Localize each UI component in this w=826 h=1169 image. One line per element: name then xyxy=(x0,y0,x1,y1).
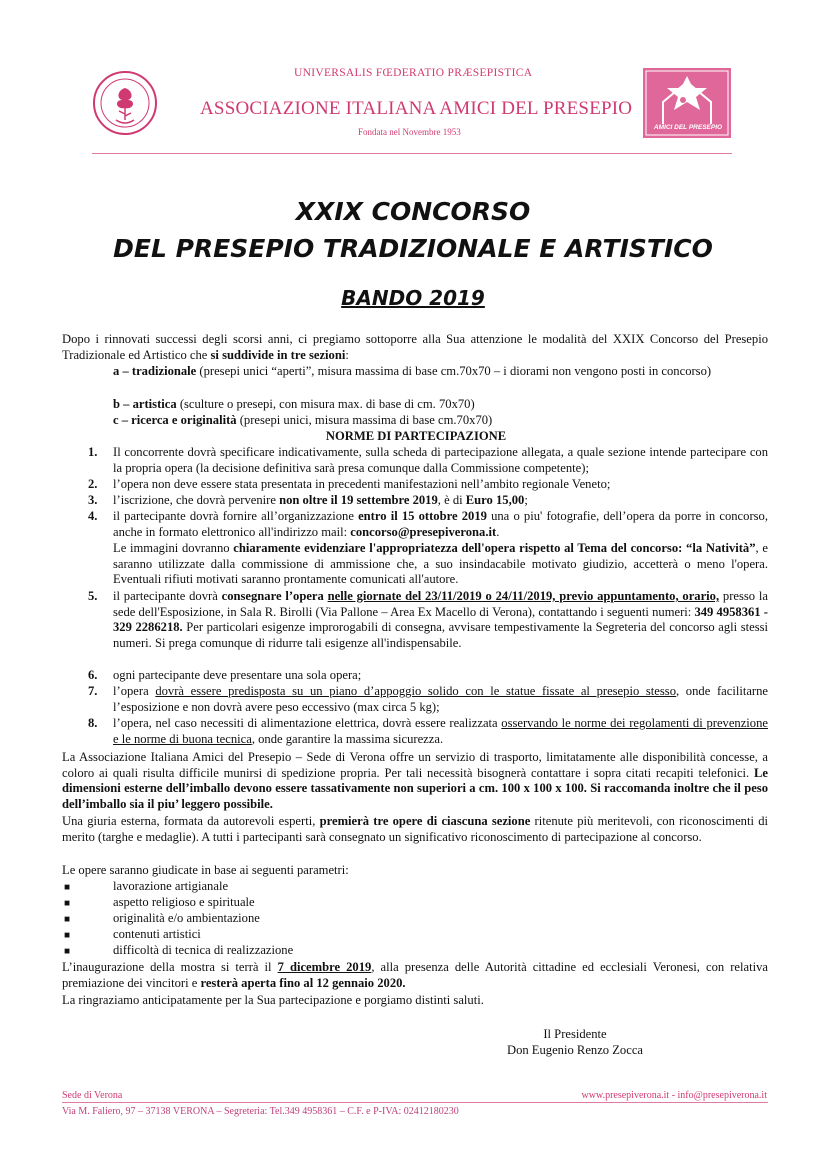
transport-paragraph: La Associazione Italiana Amici del Presepio – Sede di Verona offre un servizio di trasporto, limitatamente alle disponibilità concesse, a coloro ai quali risulta difficile munirsi di spedizione propria. Per tali necessità bisognerà contattare i sopra citati recapiti telefonici. Le dimensioni esterne dell’imballo devono essere tassativamente non superiori a cm. 100 x 100 x 100. Si raccomanda inoltre che il peso dell’imballo sia il piu’ leggero possibile. xyxy=(62,750,768,812)
bullet-icon: ■ xyxy=(64,946,71,957)
bullet-icon: ■ xyxy=(64,898,71,909)
footer-divider xyxy=(62,1102,768,1103)
rule-number: 7. xyxy=(88,684,98,698)
criteria-item: originalità e/o ambientazione xyxy=(113,911,260,925)
footer-seat: Sede di Verona xyxy=(62,1090,123,1101)
rule-number: 4. xyxy=(88,509,98,523)
association-name: ASSOCIAZIONE ITALIANA AMICI DEL PRESEPIO xyxy=(200,98,633,119)
rule-3: l’iscrizione, che dovrà pervenire non oltre il 19 settembre 2019, è di Euro 15,00; xyxy=(113,493,528,507)
rose-seal-logo xyxy=(92,70,158,136)
bando-title: BANDO 2019 xyxy=(341,286,485,310)
rule-number: 6. xyxy=(88,668,98,682)
rule-4-images: Le immagini dovranno chiaramente evidenziare l'appropriatezza dell'opera rispetto al Tema del concorso: “la Natività”, e saranno utilizzate dalla commissione di ammissione che, a suo insindacabile motivato giudizio, accetterà o meno l'opera. Eventuali rifiuti motivati saranno prontamente comunicati all'autore. xyxy=(113,541,768,587)
bullet-icon: ■ xyxy=(64,930,71,941)
footer-address: Via M. Faliero, 97 – 37138 VERONA – Segreteria: Tel.349 4958361 – C.F. e P-IVA: 02412180230 xyxy=(62,1106,459,1117)
rule-7: l’opera dovrà essere predisposta su un piano d’appoggio solido con le statue fissate al presepio stesso, onde facilitarne l’esposizione e non dovrà avere peso eccessivo (max circa 5 kg); xyxy=(113,684,768,714)
logo-caption: AMICI DEL PRESEPIO xyxy=(653,124,723,131)
criteria-item: aspetto religioso e spirituale xyxy=(113,895,255,909)
title-line-2: DEL PRESEPIO TRADIZIONALE E ARTISTICO xyxy=(113,234,713,263)
signature-name: Don Eugenio Renzo Zocca xyxy=(506,1042,644,1057)
rule-2: l’opera non deve essere stata presentata in precedenti manifestazioni nell’ambito regionale Veneto; xyxy=(113,477,611,491)
rule-number: 3. xyxy=(88,493,98,507)
norms-heading: NORME DI PARTECIPAZIONE xyxy=(325,429,507,443)
bullet-icon: ■ xyxy=(64,914,71,925)
footer-web-link[interactable]: www.presepiverona.it - info@presepiverona.it xyxy=(581,1090,767,1101)
section-a: a – tradizionale (presepi unici “aperti”, misura massima di base cm.70x70 – i diorami non vengono posti in concorso) xyxy=(113,364,712,378)
rule-number: 8. xyxy=(88,716,98,730)
criteria-item: difficoltà di tecnica di realizzazione xyxy=(113,943,294,957)
criteria-item: lavorazione artigianale xyxy=(113,879,229,893)
signature-block xyxy=(500,1027,650,1058)
inauguration-paragraph: L’inaugurazione della mostra si terrà il 7 dicembre 2019, alla presenza delle Autorità cittadine ed ecclesiali Veronesi, con relativa premiazione dei vincitori e resterà aperta fino al 12 gennaio 2020. xyxy=(62,960,768,990)
bullet-icon: ■ xyxy=(64,882,71,893)
rule-8: l’opera, nel caso necessiti di alimentazione elettrica, dovrà essere realizzata osservando le norme dei regolamenti di prevenzione e le norme di buona tecnica, onde garantire la massima sicurezza. xyxy=(113,716,768,746)
criteria-intro: Le opere saranno giudicate in base ai seguenti parametri: xyxy=(62,863,349,877)
section-b: b – artistica (sculture o presepi, con misura max. di base di cm. 70x70) xyxy=(113,397,475,411)
signature-role: Il Presidente xyxy=(543,1027,607,1041)
rule-5: il partecipante dovrà consegnare l’opera nelle giornate del 23/11/2019 o 24/11/2019, previo appuntamento, orario, presso la sede dell'Esposizione, in Sala R. Birolli (Via Pallone – Area Ex Macello di Verona), contattando i seguenti numeri: 349 4958361 - 329 2286218. Per particolari esigenze improrogabili di consegna, avvisare tempestivamente la Segreteria del concorso agli stessi numeri. Si prega comunque di ridurre tali esigenze all'indispensabile. xyxy=(113,589,768,651)
header-divider xyxy=(92,153,732,154)
intro-paragraph: Dopo i rinnovati successi degli scorsi anni, ci pregiamo sottoporre alla Sua attenzione le modalità del XXIX Concorso del Presepio Tradizionale ed Artistico che si suddivide in tre sezioni: xyxy=(62,332,768,362)
rule-number: 5. xyxy=(88,589,98,603)
criteria-item: contenuti artistici xyxy=(113,927,201,941)
closing-greeting: La ringraziamo anticipatamente per la Sua partecipazione e porgiamo distinti saluti. xyxy=(62,993,484,1007)
rule-4: il partecipante dovrà fornire all’organizzazione entro il 15 ottobre 2019 una o piu' fotografie, dell’opera da porre in concorso, anche in formato elettronico all'indirizzo mail: concorso@presepiverona.it. xyxy=(113,509,768,539)
rule-6: ogni partecipante deve presentare una sola opera; xyxy=(113,668,362,682)
title-line-1: XXIX CONCORSO xyxy=(295,197,531,226)
federation-name: UNIVERSALIS FŒDERATIO PRÆSEPISTICA xyxy=(294,67,533,79)
founded-date: Fondata nel Novembre 1953 xyxy=(358,127,461,137)
section-c: c – ricerca e originalità (presepi unici, misura massima di base cm.70x70) xyxy=(113,413,493,427)
rule-number: 1. xyxy=(88,445,98,459)
jury-paragraph: Una giuria esterna, formata da autorevoli esperti, premierà tre opere di ciascuna sezione ritenute più meritevoli, con riconoscimenti di merito (targhe e medaglie). A tutti i partecipanti sarà consegnato un significativo riconoscimento di partecipazione al concorso. xyxy=(62,814,768,844)
rule-1: Il concorrente dovrà specificare indicativamente, sulla scheda di partecipazione allegata, a quale sezione intende partecipare con la propria opera (la decisione definitiva sarà presa comunque dalla Commissione competente); xyxy=(113,445,768,475)
rule-number: 2. xyxy=(88,477,98,491)
